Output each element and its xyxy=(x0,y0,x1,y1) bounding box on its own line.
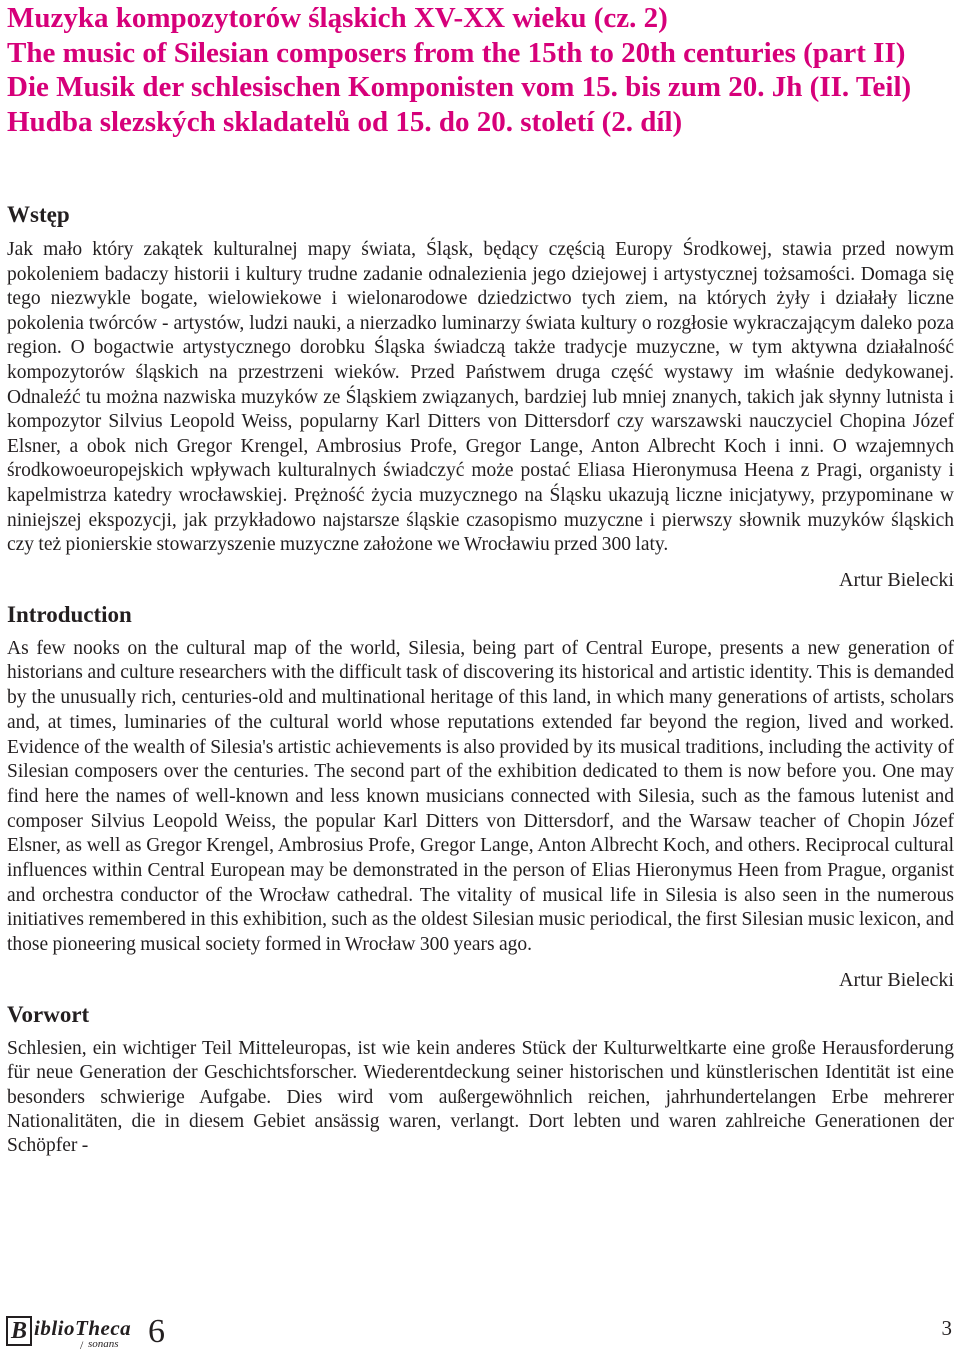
heading-vorwort: Vorwort xyxy=(7,1001,90,1027)
german-introduction-text: Schlesien, ein wichtiger Teil Mitteleuropas, ist wie kein anderes Stück der Kulturweltkarte eine große Herausforderung für neue Generation der Geschichtsforscher. Wiederentdeckung seiner historischen und künstlerischen Identität ist eine besonders schwierige Aufgabe. Dies wird vom außergewöhnlich reichen, jahrhundertelangen Erbe mehrerer Nationalitäten, die in diesem Gebiet ansässig waren, verlangt. Dort lebten und waren zahlreiche Generationen der Schöpfer - xyxy=(7,1037,954,1157)
polish-signature: Artur Bielecki xyxy=(839,568,954,591)
logo-slash: / xyxy=(80,1338,84,1352)
multilingual-title xyxy=(7,1,954,139)
document-page xyxy=(7,0,954,1159)
logo-subtitle: sonans xyxy=(88,1338,119,1350)
title-polish: Muzyka kompozytorów śląskich XV-XX wieku (cz. 2) xyxy=(7,2,668,34)
title-english: The music of Silesian composers from the 15th to 20th centuries (part II) xyxy=(7,36,906,69)
page-number: 3 xyxy=(941,1316,952,1340)
title-czech: Hudba slezských skladatelů od 15. do 20. století (2. díl) xyxy=(7,105,683,138)
issue-number: 6 xyxy=(148,1313,165,1350)
heading-introduction: Introduction xyxy=(7,601,132,627)
title-german: Die Musik der schlesischen Komponisten vom 15. bis zum 20. Jh (II. Teil) xyxy=(7,71,912,103)
heading-wstep: Wstęp xyxy=(7,202,70,227)
logo-wordmark: iblioTheca xyxy=(34,1316,132,1340)
english-introduction-text: As few nooks on the cultural map of the world, Silesia, being part of Central Europe, presents a new generation of historians and culture researchers with the difficult task of discovering its historical and artistic identity. This is demanded by the unusually rich, centuries-old and multinational heritage of this land, in which many generations of artists, scholars and, at times, luminaries of the cultural world whose reputations extended far beyond the region, lived and worked. Evidence of the wealth of Silesia's artistic achievements is also provided by its musical traditions, including the activity of Silesian composers over the centuries. The second part of the exhibition dedicated to them is now before you. One may find here the names of well-known and less known musicians connected with Silesia, such as the famous lutenist and composer Silvius Leopold Weiss, the popular Karl Ditters von Dittersdorf, and the Warsaw teacher of Chopin Józef Elsner, as well as Gregor Krengel, Ambrosius Profe, Gregor Lange, Anton Albrecht Koch, and others. Reciprocal cultural influences within Central European may be demonstrated in the person of Elias Hieronymus Heen from Prague, organist and orchestra conductor of the Wrocław cathedral. The vitality of musical life in Silesia is also seen in the numerous initiatives remembered in this exhibition, such as the oldest Silesian music periodical, the first Silesian music lexicon, and those pioneering musical society formed in Wrocław 300 years ago. xyxy=(7,637,954,956)
bibliotheca-sonans-logo xyxy=(6,1314,176,1352)
polish-introduction-text: Jak mało który zakątek kulturalnej mapy świata, Śląsk, będący częścią Europy Środkowej, stawia przed nowym pokoleniem badaczy historii i kultury trudne zadanie odnalezienia jego dziejowej i artystycznej tożsamości. Domaga się tego niezwykle bogate, wielowiekowe i wielonarodowe dziedzictwo tych ziem, na których żyły i działały liczne pokolenia twórców - artystów, ludzi nauki, a nierzadko luminarzy świata kultury o rozgłosie wykraczającym daleko poza region. O bogactwie artystycznego dorobku Śląska świadczą także tradycje muzyczne, w tym aktywna działalność kompozytorów śląskich na przestrzeni wieków. Przed Państwem druga część wystawy im właśnie dedykowanej. Odnaleźć tu można nazwiska muzyków ze Śląskiem związanych, bardziej lub mniej znanych, takich jak słynny lutnista i kompozytor Silvius Leopold Weiss, popularny Karl Ditters von Dittersdorf czy warszawski nauczyciel Chopina Józef Elsner, a obok nich Gregor Krengel, Ambrosius Profe, Gregor Lange, Anton Albrecht Koch i inni. O wzajemnych środkowoeuropejskich wpływach kulturalnych świadczyć może postać Eliasa Hieronymusa Heena z Pragi, organisty i kapelmistrza katedry wrocławskiej. Prężność życia muzycznego na Śląsku ukazują liczne inicjatywy, przypominane w niniejszej ekspozycji, jak przykładowo najstarsze śląskie czasopismo muzyczne i pierwszy słownik muzyków śląskich czy też pionierskie stowarzyszenie muzyczne założone we Wrocławiu przed 300 laty. xyxy=(7,239,954,556)
english-signature: Artur Bielecki xyxy=(839,968,954,991)
logo-letter-box: B xyxy=(6,1316,32,1346)
